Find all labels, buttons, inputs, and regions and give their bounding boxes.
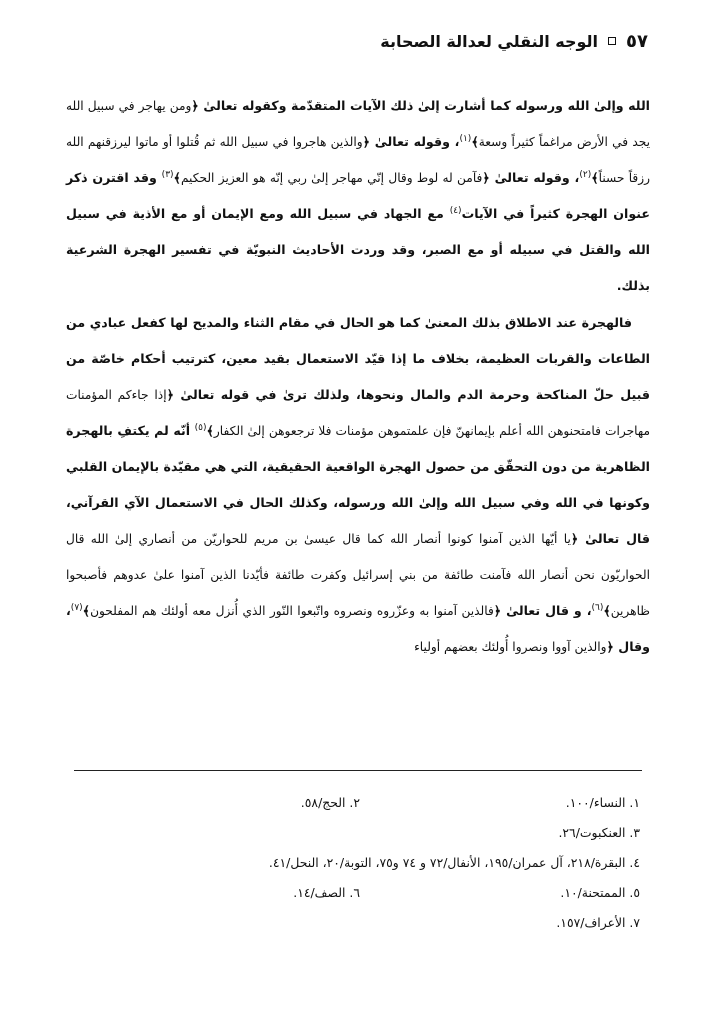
running-header <box>68 26 648 56</box>
page-number: ٥٧ <box>626 30 648 52</box>
text-run: ﴾ <box>471 134 479 150</box>
footnotes <box>66 790 650 940</box>
text-run: ﴾ <box>82 603 91 619</box>
quran-quote: والذين آووا ونصروا أُولئك بعضهم أولياء <box>414 640 607 655</box>
footnote-row <box>66 910 650 934</box>
text-run: ﴾ <box>591 170 599 186</box>
text-run: ، وقوله تعالىٰ ﴿ <box>362 134 460 150</box>
header-square-ornament-icon <box>608 37 616 45</box>
paragraph-2 <box>66 305 650 666</box>
footnote-6: ٦. الصف/١٤. <box>293 884 360 900</box>
footnote-marker: (٢) <box>579 170 592 180</box>
main-text <box>66 88 650 666</box>
text-run: مع الجهاد في سبيل الله ومع الإيمان أو مع الأذية في سبيل الله والقتل في سبيله أو مع الصبر، وقد وردت الأحاديث النبويّة في تفسير الهجرة الشرعية بذلك. <box>66 206 650 294</box>
quran-quote: والذين هاجروا في سبيل الله ثم قُتلوا أو ماتوا ليرزقنهم الله رزقاً حسناً <box>66 135 651 186</box>
quran-quote: إذا جاءكم المؤمنات مهاجرات فامتحنوهن الله أعلم بإيمانهنّ فإن علمتموهن مؤمنات فلا ترجعوهن إلىٰ الكفار <box>66 387 650 438</box>
footnote-row <box>66 850 650 874</box>
quran-quote: فالذين آمنوا به وعزّروه ونصروه واتّبعوا النّور الذي أُنزل معه أولئك هم المفلحون <box>90 604 494 619</box>
footnote-row <box>66 820 650 844</box>
text-run: فالهجرة عند الاطلاق بذلك المعنىٰ كما هو الحال في مقام الثناء والمديح لها كفعل عبادي من الطاعات والقربات العظيمة، بخلاف ما إذا قيّد الاستعمال بقيد معين، كترتيب أحكام خاصّة من قبيل حلّ المناكحة وحرمة الدم والمال ونحوها، ولذلك ترىٰ في قوله تعالىٰ ﴿ <box>66 314 650 402</box>
footnote-row <box>66 790 650 814</box>
footnote-4: ٤. البقرة/٢١٨، آل عمران/١٩٥، الأنفال/٧٢ و ٧٤ و٧٥، التوبة/٢٠، النحل/٤١. <box>268 854 640 870</box>
text-run: ، وقوله تعالىٰ ﴿ <box>482 170 580 186</box>
quran-quote: فآمن له لوط وقال إنّي مهاجر إلىٰ ربي إنّه هو العزيز الحكيم <box>180 171 483 186</box>
footnote-1: ١. النساء/١٠٠. <box>565 794 640 810</box>
text-run: ، و قال تعالىٰ ﴿ <box>493 603 592 619</box>
footnote-marker: (٥) <box>194 422 207 433</box>
footnote-5: ٥. الممتحنة/١٠. <box>560 884 640 900</box>
text-run: وقد اقترن ذكر عنوان الهجرة كثيراً في الآيات <box>66 170 650 222</box>
text-run: ، وقال ﴿ <box>66 603 650 655</box>
footnote-marker: (٣) <box>161 170 174 180</box>
text-run: ﴾ <box>173 170 181 186</box>
quran-quote: ومن يهاجر في سبيل الله يجد في الأرض مراغماً كثيراً وسعة <box>66 99 650 150</box>
running-title: الوجه النقلي لعدالة الصحابة <box>380 31 599 51</box>
footnote-3: ٣. العنكبوت/٢٦. <box>558 824 640 840</box>
text-run: أنّه لم يكتفِ بالهجرة الظاهرية من دون التحقّق من حصول الهجرة الواقعية الحقيقية، التي هي مقيّدة بالإيمان القلبي وكونها في الله وفي سبيل الله وإلىٰ الله ورسوله، وكذلك الحال في الاستعمال الآي القرآني، قال تعالىٰ ﴿ <box>66 422 650 547</box>
text-run: ﴾ <box>206 422 214 438</box>
footnote-separator <box>74 770 642 771</box>
text-run: ﴾ <box>603 603 611 619</box>
footnote-marker: (٤) <box>449 206 462 217</box>
quran-quote: يا أيّها الذين آمنوا كونوا أنصار الله كما قال عيسىٰ بن مريم للحواريّن من أنصاري إلىٰ الله قال الحواريّون نحن أنصار الله فآمنت طائفة من بني إسرائيل وكفرت طائفة فأيّدنا الذين آمنوا علىٰ عدوهم فأصبحوا ظاهرين <box>66 532 650 619</box>
footnote-marker: (٦) <box>591 603 604 614</box>
paragraph-1 <box>66 88 650 305</box>
footnote-7: ٧. الأعراف/١٥٧. <box>556 914 640 930</box>
footnote-2: ٢. الحج/٥٨. <box>300 794 360 810</box>
footnote-marker: (١) <box>459 133 472 144</box>
footnote-row <box>66 880 650 904</box>
text-run: الله وإلىٰ الله ورسوله كما أشارت إلىٰ ذلك الآيات المتقدّمة وكقوله تعالىٰ ﴿ <box>191 98 650 113</box>
footnote-marker: (٧) <box>70 603 83 614</box>
